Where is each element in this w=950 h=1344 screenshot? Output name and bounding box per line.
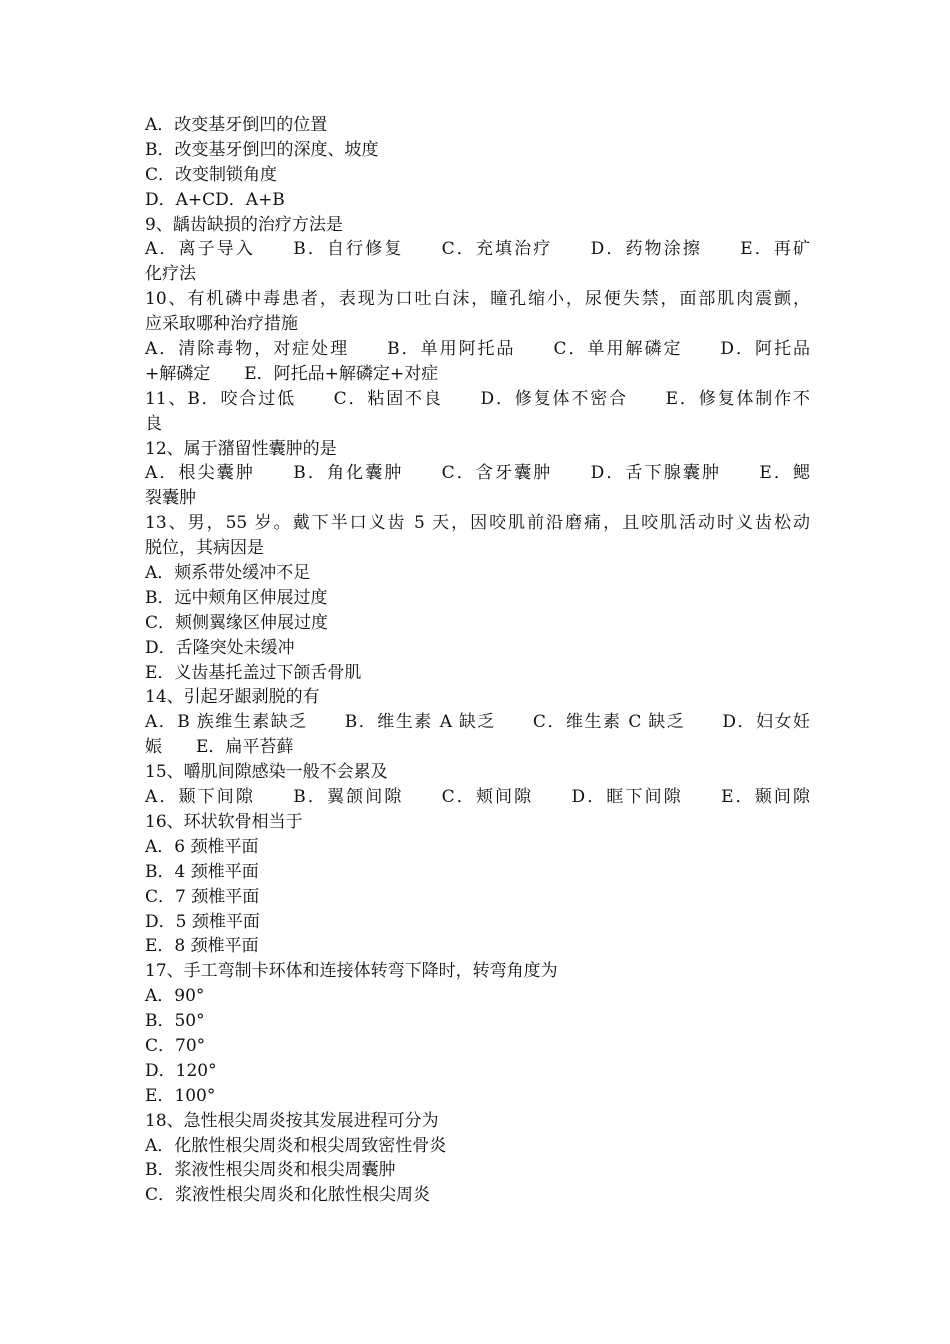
option-line: D．5 颈椎平面 xyxy=(145,911,260,932)
option-line: B．远中颊角区伸展过度 xyxy=(145,587,328,608)
question-line: 9、龋齿缺损的治疗方法是 xyxy=(145,214,343,235)
question-line: 17、手工弯制卡环体和连接体转弯下降时，转弯角度为 xyxy=(145,961,558,982)
option-line: C．颊侧翼缘区伸展过度 xyxy=(145,612,329,633)
option-line: B．50° xyxy=(145,1011,205,1032)
option-line: A．颞下间隙 B．翼颌间隙 C．颊间隙 D．眶下间隙 E．颞间隙 xyxy=(145,787,810,808)
option-line: A．清除毒物，对症处理 B．单用阿托品 C．单用解磷定 D．阿托品 xyxy=(145,339,810,360)
question-line: 13、男，55 岁。戴下半口义齿 5 天，因咬肌前沿磨痛，且咬肌活动时义齿松动 xyxy=(145,513,810,534)
option-line: C．改变制锁角度 xyxy=(145,164,278,185)
option-line: A．根尖囊肿 B．角化囊肿 C．含牙囊肿 D．舌下腺囊肿 E．鳃 xyxy=(145,463,810,484)
option-line: 裂囊肿 xyxy=(145,488,196,509)
option-line: B．浆液性根尖周炎和根尖周囊肿 xyxy=(145,1160,396,1181)
option-line: A．B 族维生素缺乏 B．维生素 A 缺乏 C．维生素 C 缺乏 D．妇女妊 xyxy=(145,712,810,733)
question-line: 18、急性根尖周炎按其发展进程可分为 xyxy=(145,1110,439,1131)
option-line: D．舌隆突处未缓冲 xyxy=(145,637,295,658)
question-line: 16、环状软骨相当于 xyxy=(145,811,303,832)
question-line: 14、引起牙龈剥脱的有 xyxy=(145,687,320,708)
question-line: 11、B．咬合过低 C．粘固不良 D．修复体不密合 E．修复体制作不 xyxy=(145,388,810,409)
question-line: 脱位，其病因是 xyxy=(145,538,264,559)
option-line: C．浆液性根尖周炎和化脓性根尖周炎 xyxy=(145,1185,431,1206)
option-line: E．100° xyxy=(145,1085,216,1106)
option-line: A．改变基牙倒凹的位置 xyxy=(145,115,328,135)
option-line: C．7 颈椎平面 xyxy=(145,886,260,907)
option-line: E．8 颈椎平面 xyxy=(145,936,259,957)
option-line: D．A+CD．A+B xyxy=(145,189,285,210)
option-line: 娠 E．扁平苔藓 xyxy=(145,737,294,758)
option-line: E．义齿基托盖过下颌舌骨肌 xyxy=(145,662,362,683)
option-line: A．离子导入 B．自行修复 C．充填治疗 D．药物涂擦 E．再矿 xyxy=(145,239,810,260)
option-line: A．颊系带处缓冲不足 xyxy=(145,563,311,584)
option-line: A．6 颈椎平面 xyxy=(145,836,259,857)
question-line: 10、有机磷中毒患者，表现为口吐白沫，瞳孔缩小，尿便失禁，面部肌肉震颤， xyxy=(145,289,810,310)
question-line: 良 xyxy=(145,413,162,434)
option-line: B．改变基牙倒凹的深度、坡度 xyxy=(145,139,379,160)
option-line: C．70° xyxy=(145,1035,206,1056)
option-line: A．化脓性根尖周炎和根尖周致密性骨炎 xyxy=(145,1135,447,1156)
option-line: 化疗法 xyxy=(145,264,196,285)
question-line: 应采取哪种治疗措施 xyxy=(145,314,298,335)
option-line: B．4 颈椎平面 xyxy=(145,861,259,882)
option-line: A．90° xyxy=(145,986,205,1007)
option-line: D．120° xyxy=(145,1060,217,1081)
question-line: 15、嚼肌间隙感染一般不会累及 xyxy=(145,762,388,783)
document-page xyxy=(145,113,810,1208)
question-line: 12、属于潴留性囊肿的是 xyxy=(145,438,337,459)
option-line: +解磷定 E．阿托品+解磷定+对症 xyxy=(145,363,439,384)
